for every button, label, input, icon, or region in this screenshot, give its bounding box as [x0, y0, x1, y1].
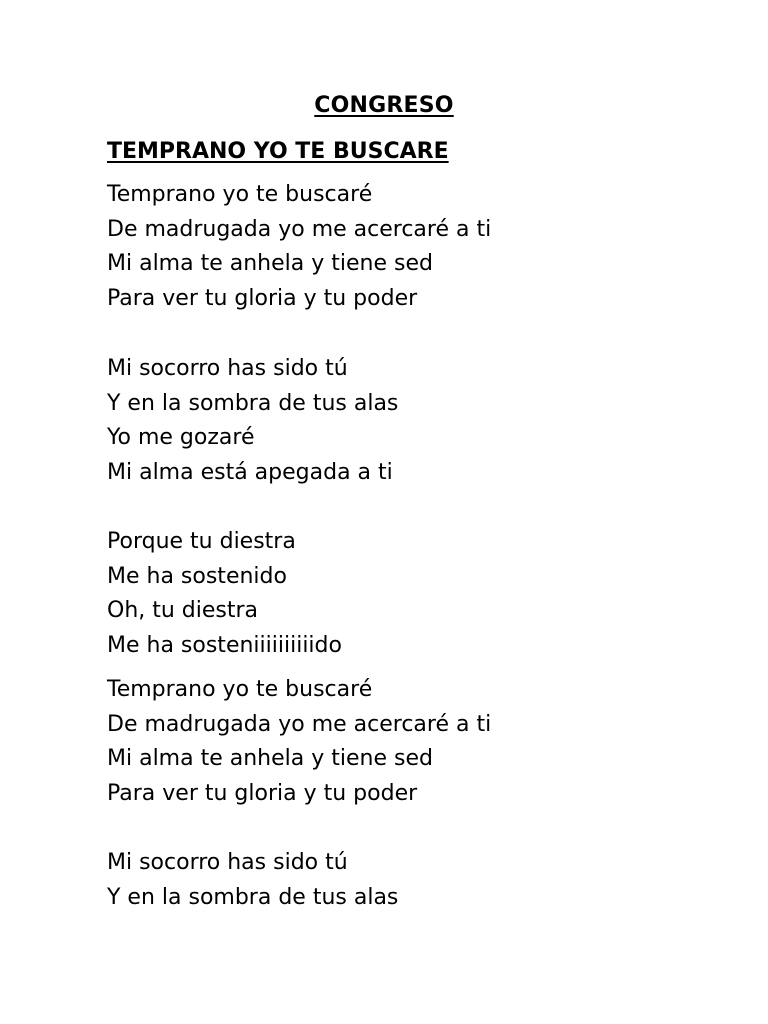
- stanza: [107, 352, 398, 490]
- lyric-line: Mi alma te anhela y tiene sed: [107, 251, 433, 277]
- lyric-line: Yo me gozaré: [107, 425, 255, 451]
- document-heading: CONGRESO: [314, 93, 454, 118]
- lyric-line: Para ver tu gloria y tu poder: [107, 780, 418, 806]
- stanza: [107, 525, 342, 663]
- lyric-line: Oh, tu diestra: [107, 598, 259, 624]
- lyric-line: De madrugada yo me acercaré a ti: [107, 216, 492, 242]
- stanza: [107, 178, 491, 316]
- lyric-line: De madrugada yo me acercaré a ti: [107, 711, 492, 737]
- song-title: TEMPRANO YO TE BUSCARE: [107, 139, 449, 164]
- stanza: [107, 846, 398, 915]
- lyric-line: Temprano yo te buscaré: [107, 182, 373, 207]
- lyric-line: Mi alma te anhela y tiene sed: [107, 746, 433, 772]
- lyric-line: Para ver tu gloria y tu poder: [107, 285, 418, 311]
- lyric-line: Porque tu diestra: [107, 529, 296, 554]
- lyric-line: Y en la sombra de tus alas: [107, 390, 399, 416]
- stanza: [107, 673, 491, 811]
- lyric-line: Y en la sombra de tus alas: [107, 884, 399, 910]
- lyric-line: Mi alma está apegada a ti: [107, 459, 393, 485]
- lyric-line: Me ha sosteniiiiiiiiiido: [107, 632, 342, 658]
- lyric-line: Me ha sostenido: [107, 563, 287, 589]
- lyric-line: Mi socorro has sido tú: [107, 850, 348, 875]
- lyric-line: Temprano yo te buscaré: [107, 677, 373, 702]
- lyric-line: Mi socorro has sido tú: [107, 356, 348, 381]
